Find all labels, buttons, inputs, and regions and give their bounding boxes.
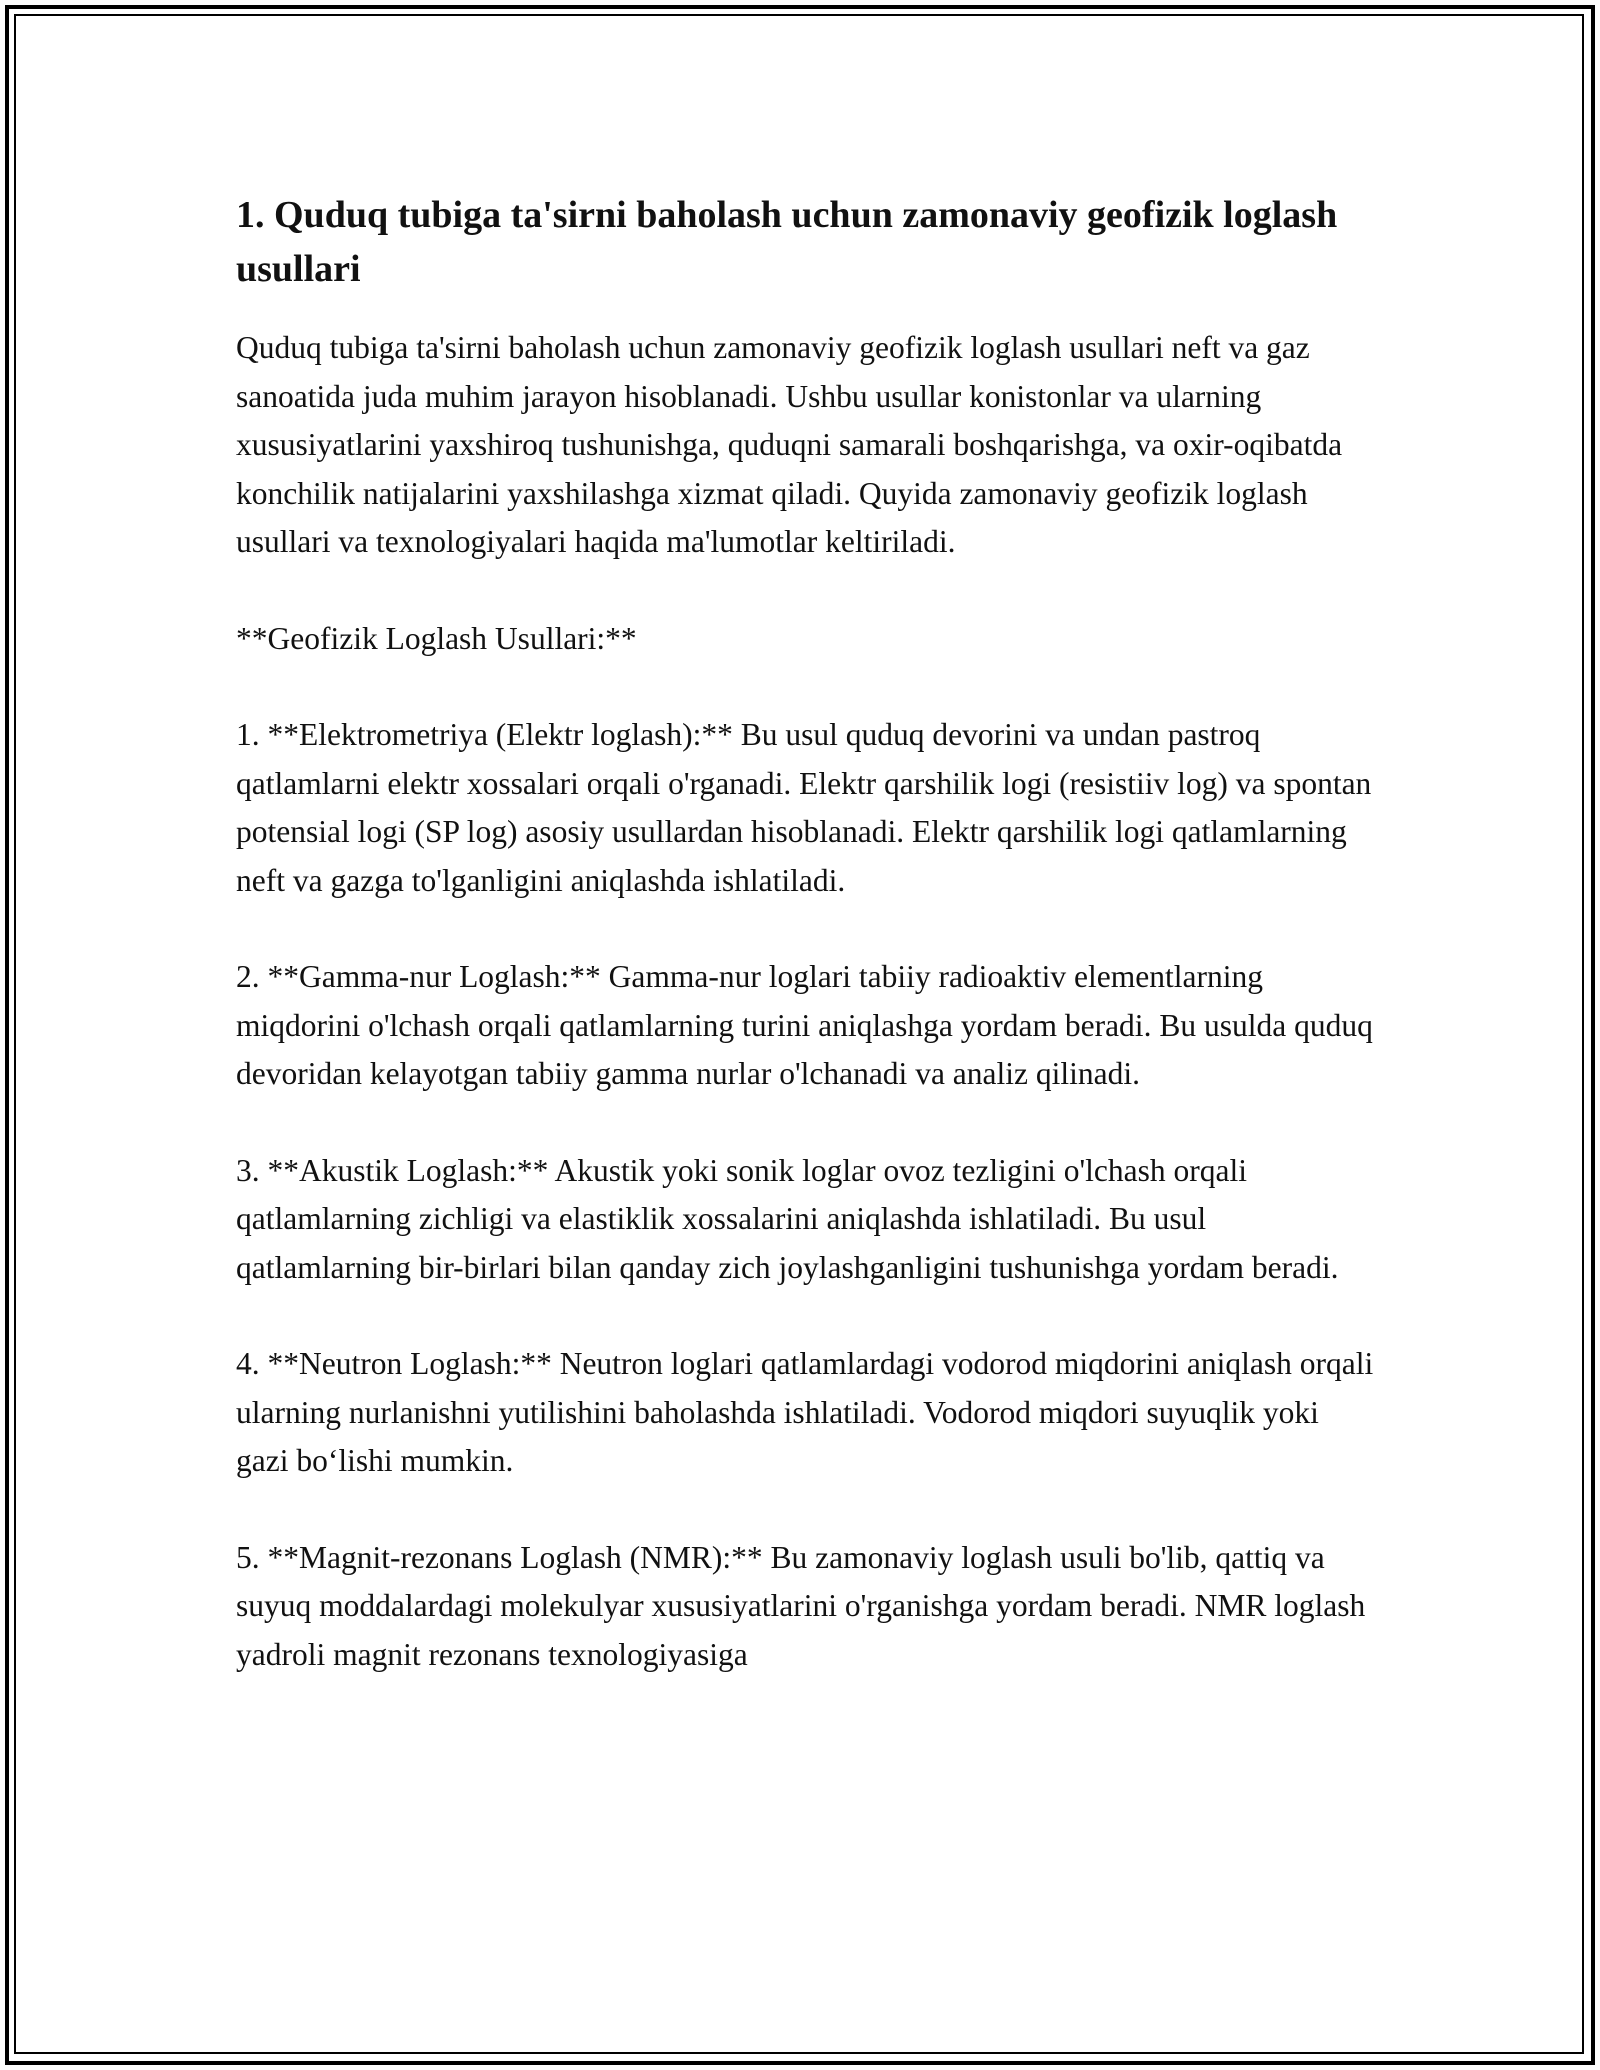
intro-paragraph: Quduq tubiga ta'sirni baholash uchun zamonaviy geofizik loglash usullari neft va gaz sanoatida juda muhim jarayon hisoblanadi. Ushbu usullar konistonlar va ularning xususiyatlarini yaxshiroq tushunishga, quduqni samarali boshqarishga, va oxir-oqibatda konchilik natijalarini yaxshilashga xizmat qiladi. Quyida zamonaviy geofizik loglash usullari va texnologiyalari haqida ma'lumotlar keltiriladi. — [236, 330, 1343, 559]
method-neutron-paragraph: 4. **Neutron Loglash:** Neutron loglari qatlamlardagi vodorod miqdorini aniqlash orqali ularning nurlanishni yutilishini baholashda ishlatiladi. Vodorod miqdori suyuqlik yoki gazi bo‘lishi mumkin. — [236, 1346, 1374, 1478]
section-heading: 1. Quduq tubiga ta'sirni baholash uchun zamonaviy geofizik loglash usullari — [236, 194, 1338, 290]
document-body — [236, 188, 1376, 1727]
method-acoustic-paragraph: 3. **Akustik Loglash:** Akustik yoki sonik loglar ovoz tezligini o'lchash orqali qatlamlarning zichligi va elastiklik xossalarini aniqlashda ishlatiladi. Bu usul qatlamlarning bir-birlari bilan qanday zich joylashganligini tushunishga yordam beradi. — [236, 1152, 1339, 1285]
methods-subheading: **Geofizik Loglash Usullari:** — [236, 620, 637, 656]
method-electrometry-paragraph: 1. **Elektrometriya (Elektr loglash):** Bu usul quduq devorini va undan pastroq qatlamlarni elektr xossalari orqali o'rganadi. Elektr qarshilik logi (resistiiv log) va spontan potensial logi (SP log) asosiy usullardan hisoblanadi. Elektr qarshilik logi qatlamlarning neft va gazga to'lganligini aniqlashda ishlatiladi. — [236, 717, 1372, 898]
method-nmr-paragraph: 5. **Magnit-rezonans Loglash (NMR):** Bu zamonaviy loglash usuli bo'lib, qattiq va suyuq moddalardagi molekulyar xususiyatlarini o'rganishga yordam beradi. NMR loglash yadroli magnit rezonans texnologiyasiga — [236, 1539, 1366, 1672]
method-gamma-ray-paragraph: 2. **Gamma-nur Loglash:** Gamma-nur loglari tabiiy radioaktiv elementlarning miqdorini o'lchash orqali qatlamlarning turini aniqlashga yordam beradi. Bu usulda quduq devoridan kelayotgan tabiiy gamma nurlar o'lchanadi va analiz qilinadi. — [236, 959, 1373, 1091]
